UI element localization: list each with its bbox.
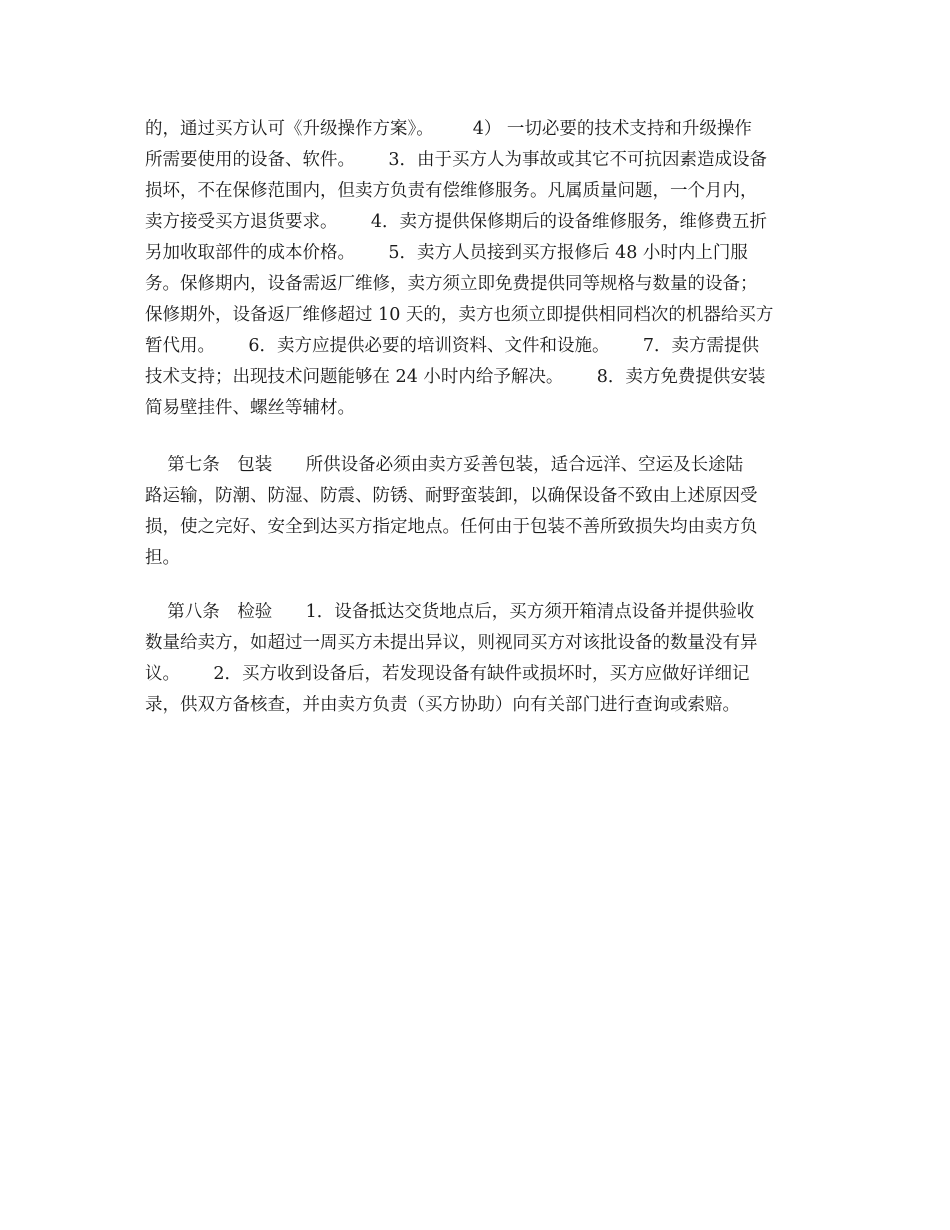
paragraph-article-8-inspection bbox=[145, 597, 825, 721]
text-line: 数量给卖方，如超过一周买方未提出异议，则视同买方对该批设备的数量没有异 bbox=[145, 633, 758, 653]
paragraph-article-7-packaging bbox=[145, 450, 825, 574]
text-line: 损坏，不在保修范围内，但卖方负责有偿维修服务。凡属质量问题，一个月内， bbox=[145, 181, 758, 201]
paragraph-warranty-terms bbox=[145, 114, 825, 424]
text-line: 卖方接受买方退货要求。 4．卖方提供保修期后的设备维修服务，维修费五折 bbox=[145, 212, 768, 232]
text-line: 简易壁挂件、螺丝等辅材。 bbox=[145, 398, 355, 418]
text-line: 录，供双方备核查，并由卖方负责（买方协助）向有关部门进行查询或索赔。 bbox=[145, 695, 740, 715]
text-line: 所需要使用的设备、软件。 3．由于买方人为事故或其它不可抗因素造成设备 bbox=[145, 150, 768, 170]
text-line: 务。保修期内，设备需返厂维修，卖方须立即免费提供同等规格与数量的设备； bbox=[145, 274, 758, 294]
text-line: 路运输，防潮、防湿、防震、防锈、耐野蛮装卸，以确保设备不致由上述原因受 bbox=[145, 486, 758, 506]
text-line: 的，通过买方认可《升级操作方案》。 4） 一切必要的技术支持和升级操作 bbox=[145, 119, 752, 139]
text-line: 保修期外，设备返厂维修超过 10 天的，卖方也须立即提供相同档次的机器给买方 bbox=[145, 305, 774, 325]
text-line: 第八条 检验 1．设备抵达交货地点后，买方须开箱清点设备并提供验收 bbox=[145, 602, 755, 622]
text-line: 另加收取部件的成本价格。 5．卖方人员接到买方报修后 48 小时内上门服 bbox=[145, 243, 748, 263]
text-line: 损，使之完好、安全到达买方指定地点。任何由于包装不善所致损失均由卖方负 bbox=[145, 517, 758, 537]
text-line: 担。 bbox=[145, 548, 180, 568]
text-line: 技术支持；出现技术问题能够在 24 小时内给予解决。 8．卖方免费提供安装 bbox=[145, 367, 766, 387]
text-line: 暂代用。 6．卖方应提供必要的培训资料、文件和设施。 7．卖方需提供 bbox=[145, 336, 760, 356]
text-line: 第七条 包装 所供设备必须由卖方妥善包装，适合远洋、空运及长途陆 bbox=[145, 455, 744, 475]
text-line: 议。 2．买方收到设备后，若发现设备有缺件或损坏时，买方应做好详细记 bbox=[145, 664, 750, 684]
